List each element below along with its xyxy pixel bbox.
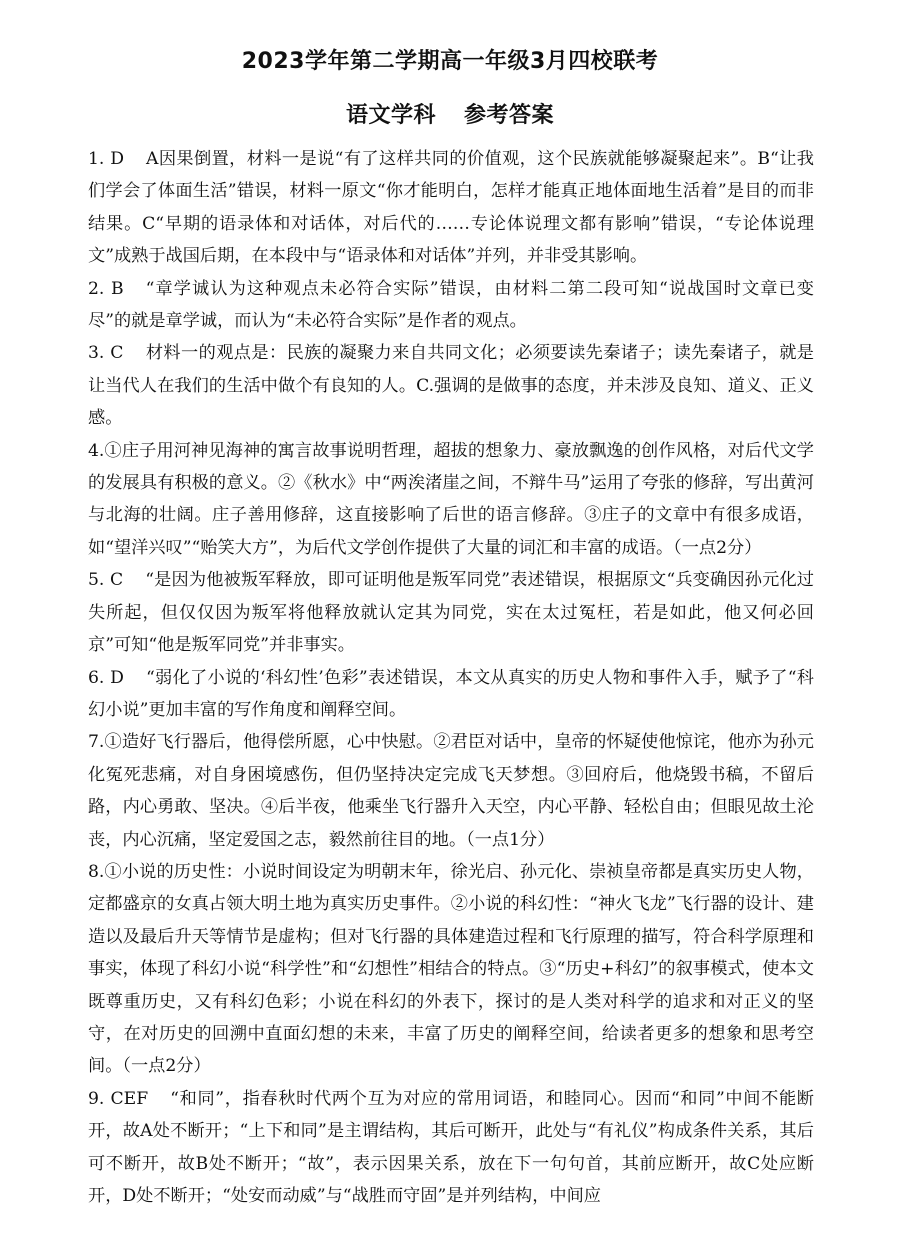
answer-text: “是因为他被叛军释放，即可证明他是叛军同党”表述错误，根据原文“兵变确因孙元化过失所起，但仅仅因为叛军将他释放就认定其为同党，实在太过冤枉，若是如此，他又何必回京”可知“他是叛军同党”并非事实。	[88, 570, 814, 656]
answer-number: 9. CEF	[88, 1088, 149, 1109]
answer-number: 5. C	[88, 570, 124, 591]
subtitle-subject: 语文学科	[345, 103, 436, 128]
answer-text: ①庄子用河神见海神的寓言故事说明哲理，超拔的想象力、豪放飘逸的创作风格，对后代文学的发展具有积极的意义。②《秋水》中“两涘渚崖之间，不辩牛马”运用了夸张的修辞，写出黄河与北海的壮阔。庄子善用修辞，这直接影响了后世的语言修辞。③庄子的文章中有很多成语，如“望洋兴叹”“贻笑大方”，为后代文学创作提供了大量的词汇和丰富的成语。（一点2分）	[88, 440, 814, 558]
answer-list	[88, 143, 814, 1212]
answer-item-9	[88, 1083, 814, 1213]
subtitle-answer-key: 参考答案	[464, 103, 555, 128]
answer-text: 材料一的观点是：民族的凝聚力来自共同文化；必须要读先秦诸子；读先秦诸子，就是让当代人在我们的生活中做个有良知的人。C.强调的是做事的态度，并未涉及良知、道义、正义感。	[88, 343, 814, 429]
answer-text: A因果倒置，材料一是说“有了这样共同的价值观，这个民族就能够凝聚起来”。B“让我们学会了体面生活”错误，材料一原文“你才能明白，怎样才能真正地体面地生活着”是目的而非结果。C“早期的语录体和对话体，对后代的……专论体说理文都有影响”错误，“专论体说理文”成熟于战国后期，在本段中与“语录体和对话体”并列，并非受其影响。	[88, 149, 814, 267]
answer-item-7	[88, 726, 814, 856]
answer-text: “弱化了小说的‘科幻性’色彩”表述错误，本文从真实的历史人物和事件入手，赋予了“科幻小说”更加丰富的写作角度和阐释空间。	[88, 667, 814, 720]
answer-number: 7.	[88, 732, 105, 753]
answer-number: 1. D	[88, 149, 125, 169]
answer-item-2	[88, 273, 814, 338]
answer-text: “和同”，指春秋时代两个互为对应的常用词语，和睦同心。因而“和同”中间不能断开，故A处不断开；“上下和同”是主谓结构，其后可断开，此处与“有礼仪”构成条件关系，其后可不断开，故B处不断开；“故”，表示因果关系，放在下一句句首，其前应断开，故C处应断开，D处不断开；“处安而动威”与“战胜而守固”是并列结构，中间应	[88, 1088, 814, 1206]
page-subtitle	[0, 98, 900, 129]
answer-number: 2. B	[88, 278, 124, 299]
answer-text: “章学诚认为这种观点未必符合实际”错误，由材料二第二段可知“说战国时文章已变尽”的就是章学诚，而认为“未必符合实际”是作者的观点。	[88, 278, 814, 332]
answer-number: 3. C	[88, 343, 124, 364]
answer-text: ①造好飞行器后，他得偿所愿，心中快慰。②君臣对话中，皇帝的怀疑使他惊诧，他亦为孙元化冤死悲痛，对自身困境感伤，但仍坚持决定完成飞天梦想。③回府后，他烧毁书稿，不留后路，内心勇敢、坚决。④后半夜，他乘坐飞行器升入天空，内心平静、轻松自由；但眼见故土沦丧，内心沉痛，坚定爱国之志，毅然前往目的地。（一点1分）	[88, 732, 814, 850]
answer-item-3	[88, 337, 814, 434]
answer-item-5	[88, 564, 814, 661]
answer-item-4	[88, 435, 814, 565]
answer-text: ①小说的历史性：小说时间设定为明朝末年，徐光启、孙元化、崇祯皇帝都是真实历史人物，定都盛京的女真占领大明土地为真实历史事件。②小说的科幻性：“神火飞龙”飞行器的设计、建造以及最后升天等情节是虚构；但对飞行器的具体建造过程和飞行原理的描写，符合科学原理和事实，体现了科幻小说“科学性”和“幻想性”相结合的特点。③“历史+科幻”的叙事模式，使本文既尊重历史，又有科幻色彩；小说在科幻的外表下，探讨的是人类对科学的追求和对正义的坚守，在对历史的回溯中直面幻想的未来，丰富了历史的阐释空间，给读者更多的想象和思考空间。（一点2分）	[88, 861, 814, 1077]
page-title: 2023学年第二学期高一年级3月四校联考	[241, 49, 659, 74]
answer-number: 4.	[88, 440, 105, 461]
answer-number: 6. D	[88, 667, 124, 688]
answer-item-1	[88, 143, 814, 273]
answer-number: 8.	[88, 861, 105, 882]
answer-item-6	[88, 662, 814, 727]
answer-item-8	[88, 856, 814, 1083]
